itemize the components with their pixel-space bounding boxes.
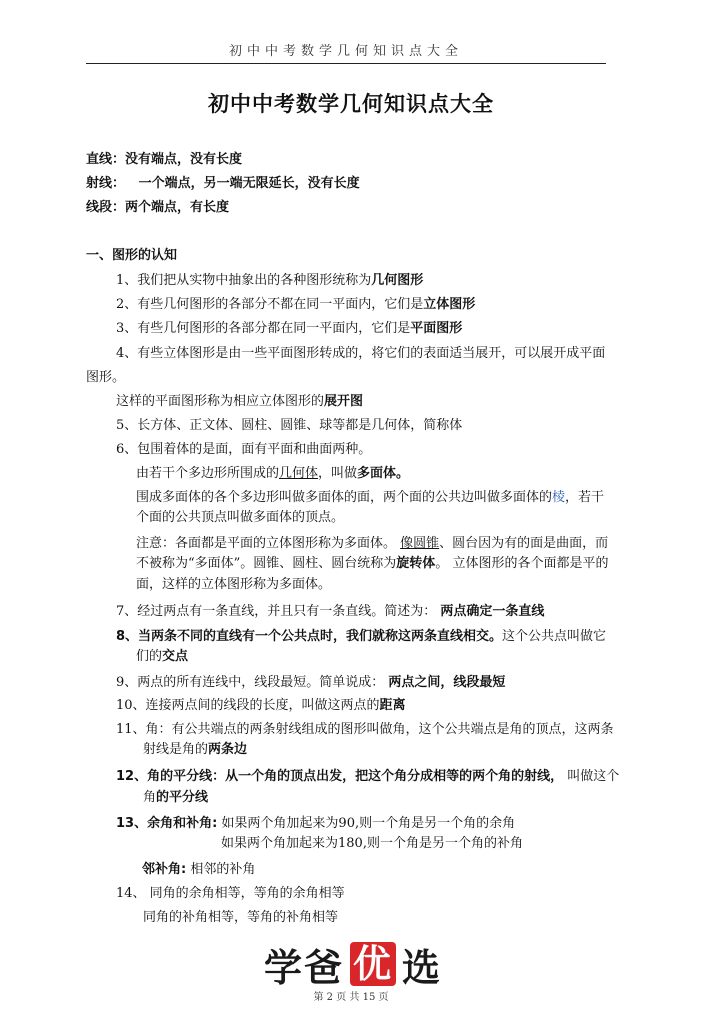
item-13-line2: 如果两个角加起来为180,则一个角是另一个角的补角 (221, 836, 523, 851)
item-text: 围成多面体的各个多边形叫做多面体的面，两个面的公共边叫做多面体的 (136, 490, 553, 505)
item-bold: 的平分线 (156, 790, 209, 805)
item-text: ，叫做 (318, 466, 358, 481)
item-7 (116, 604, 544, 620)
item-8-line2 (136, 649, 188, 665)
item-bold: 平面图形 (410, 321, 463, 336)
item-text: 。 立体图形的各个面都是平的 (435, 556, 609, 571)
highlighted-term: 棱 (552, 490, 566, 505)
definition-text: 没有端点，没有长度 (125, 152, 243, 167)
item-14-line2: 同角的补角相等，等角的补角相等 (143, 910, 339, 925)
item-text: 射线是角的 (143, 742, 209, 757)
item-bold: 两点之间，线段最短 (388, 675, 506, 690)
underlined-term: 像圆锥 (400, 536, 440, 551)
item-text: 这样的平面图形称为相应立体图形的 (116, 394, 325, 409)
item-text: 7、经过两点有一条直线，并且只有一条直线。简述为： (116, 604, 441, 619)
definition-term: 线段： (86, 200, 126, 215)
item-text: 相邻的补角 (186, 862, 256, 877)
item-text: 10、连接两点间的线段的长度，叫做这两点的 (116, 698, 380, 713)
item-bold: 12、角的平分线：从一个角的顶点出发，把这个角分成相等的两个角的射线， (116, 769, 564, 784)
item-bold: 展开图 (324, 394, 364, 409)
item-bold: 旋转体 (396, 556, 436, 571)
item-5: 5、长方体、正文体、圆柱、圆锥、球等都是几何体，简称体 (116, 418, 463, 433)
item-6b-line2: 个面的公共顶点叫做多面体的顶点。 (136, 510, 345, 525)
logo-text: 学爸 (263, 945, 344, 990)
item-bold: 多面体。 (357, 466, 410, 481)
page-number: 第 2 页 共 15 页 (313, 992, 389, 1003)
item-bold: 距离 (379, 698, 406, 713)
item-4-line1: 4、有些立体图形是由一些平面图形转成的，将它们的表面适当展开，可以展开成平面 (116, 346, 606, 361)
item-bold: 几何图形 (371, 273, 424, 288)
logo-highlight: 优 (350, 942, 396, 986)
definition-ray (86, 176, 360, 192)
underlined-term: 几何体 (279, 466, 319, 481)
item-1 (116, 273, 423, 289)
item-bold: 两点确定一条直线 (440, 604, 545, 619)
item-bold: 8、当两条不同的直线有一个公共点时，我们就称这两条直线相交。 (116, 629, 503, 644)
item-text: 由若干个多边形所围成的 (136, 466, 280, 481)
item-14-line1: 14、 同角的余角相等，等角的余角相等 (116, 886, 345, 901)
item-bold: 交点 (162, 649, 189, 664)
item-text: 们的 (136, 649, 163, 664)
item-8-line1 (116, 629, 606, 645)
item-bold: 两条边 (208, 742, 248, 757)
item-text: 注意：各面都是平面的立体图形称为多面体。 (136, 536, 401, 551)
item-13-line1 (116, 816, 515, 832)
definition-term: 直线： (86, 152, 126, 167)
item-9 (116, 675, 505, 691)
item-text: 9、两点的所有连线中，线段最短。简单说成： (116, 675, 389, 690)
definition-text: 两个端点，有长度 (125, 200, 230, 215)
logo-text: 选 (402, 945, 443, 990)
item-10 (116, 698, 406, 714)
item-11-line1: 11、角：有公共端点的两条射线组成的图形叫做角，这个公共端点是角的顶点，这两条 (116, 722, 614, 737)
item-4-line2: 图形。 (86, 370, 126, 385)
item-6: 6、包围着体的是面，面有平面和曲面两种。 (116, 442, 372, 457)
item-bold: 邻补角: (142, 862, 187, 877)
brand-logo (258, 940, 448, 988)
header-divider (86, 63, 606, 64)
item-12-line1 (116, 769, 619, 785)
definition-segment (86, 200, 229, 216)
item-6b-line1 (136, 490, 604, 506)
item-12-line2 (143, 790, 208, 806)
item-text: 1、我们把从实物中抽象出的各种图形统称为 (116, 273, 372, 288)
item-text: 2、有些几何图形的各部分不都在同一平面内，它们是 (116, 297, 424, 312)
item-3 (116, 321, 462, 337)
item-6a (136, 466, 409, 482)
item-13-supplement (142, 862, 255, 878)
section-heading: 一、图形的认知 (86, 248, 178, 263)
item-bold: 立体图形 (423, 297, 476, 312)
item-2 (116, 297, 475, 313)
item-6c-line1 (136, 536, 608, 552)
document-title: 初中中考数学几何知识点大全 (208, 92, 494, 116)
definition-text: 一个端点，另一端无限延长，没有长度 (138, 176, 360, 191)
definition-line (86, 152, 242, 168)
item-4-note (116, 394, 363, 410)
item-text: 、圆台因为有的面是曲面，而 (439, 536, 609, 551)
item-text: 叫做这个 (563, 769, 620, 784)
item-text: 角 (143, 790, 157, 805)
item-11-line2 (143, 742, 247, 758)
item-text: 如果两个角加起来为90,则一个角是另一个角的余角 (217, 816, 516, 831)
item-6c-line2 (136, 556, 608, 572)
item-bold: 13、余角和补角: (116, 816, 218, 831)
item-text: 3、有些几何图形的各部分都在同一平面内，它们是 (116, 321, 411, 336)
item-text: ，若干 (565, 490, 605, 505)
definition-term: 射线： (86, 176, 126, 191)
item-6c-line3: 面，这样的立体图形称为多面体。 (136, 577, 332, 592)
item-text: 不被称为“多面体”。圆锥、圆柱、圆台统称为 (136, 556, 397, 571)
item-text: 这个公共点叫做它 (502, 629, 607, 644)
running-header: 初中中考数学几何知识点大全 (228, 44, 463, 59)
